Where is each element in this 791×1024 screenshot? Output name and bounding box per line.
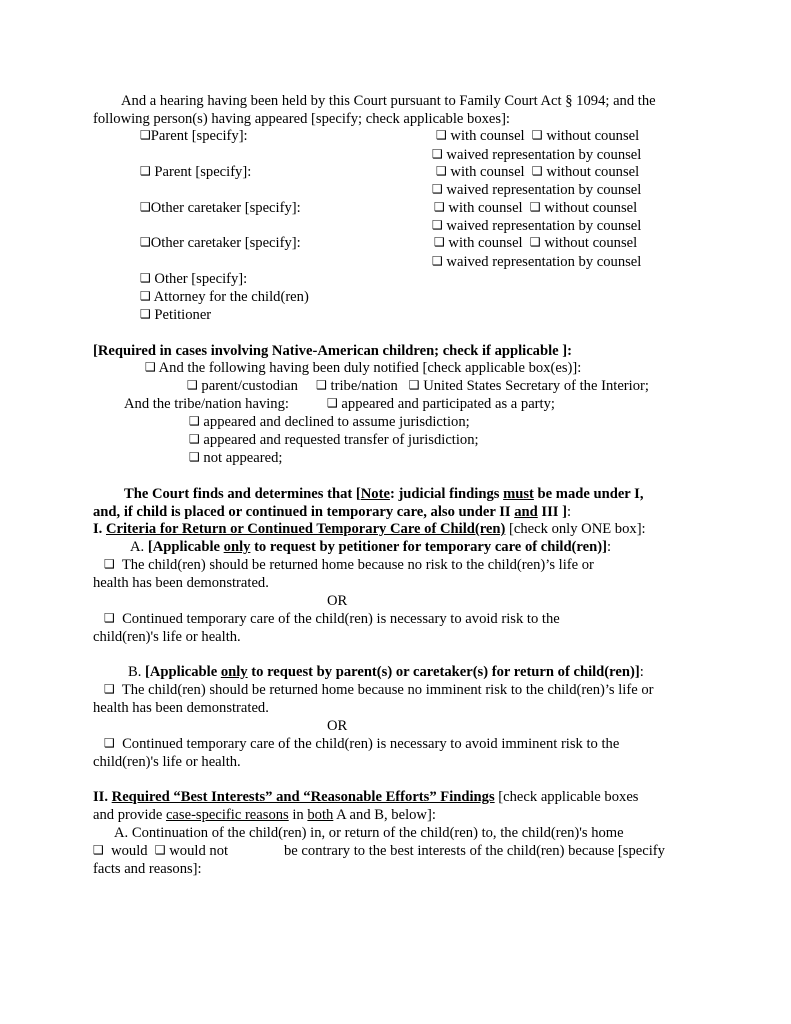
notified-parties-row [187, 377, 649, 395]
checkbox-icon[interactable]: ❑ [529, 200, 541, 214]
section-number: I. [93, 521, 106, 537]
appearance-caretaker-2 [140, 234, 301, 252]
part-a-return-option [104, 556, 594, 574]
findings-line-1 [124, 485, 644, 503]
counsel-options-1 [436, 127, 639, 145]
waived-label: waived representation by counsel [446, 218, 642, 234]
counsel-options-2 [436, 163, 639, 181]
part-a-continue-cont: child(ren)'s life or health. [93, 629, 241, 645]
checkbox-icon[interactable]: ❑ [432, 254, 443, 268]
checkbox-icon[interactable]: ❑ [154, 843, 166, 857]
checkbox-icon[interactable]: ❑ [104, 611, 115, 625]
appearance-label: Parent [specify]: [154, 164, 252, 180]
counsel-options-3 [434, 199, 637, 217]
findings-text: : judicial findings [389, 486, 504, 502]
part-a-continue-option [104, 610, 560, 628]
option-text: Continued temporary care of the child(ren) is necessary to avoid risk to the [122, 611, 560, 627]
both-label: both [307, 807, 334, 823]
section-number: II. [93, 789, 112, 805]
appearance-label: Other caretaker [specify]: [150, 200, 301, 216]
without-counsel-label: without counsel [546, 128, 640, 144]
with-counsel-label: with counsel [448, 200, 523, 216]
findings-text: be made under I, [533, 486, 644, 502]
checkbox-icon[interactable]: ❑ [434, 235, 445, 249]
part-b-return-option [104, 681, 654, 699]
checkbox-icon[interactable]: ❑ [104, 736, 115, 750]
checkbox-icon[interactable]: ❑ [189, 450, 200, 464]
part-text: [Applicable [147, 539, 224, 555]
facts-reasons-label: facts and reasons]: [93, 861, 202, 877]
waived-label: waived representation by counsel [446, 254, 642, 270]
appearance-caretaker-1 [140, 199, 301, 217]
best-interests-options [93, 842, 228, 860]
checkbox-icon[interactable]: ❑ [189, 432, 200, 446]
checkbox-icon[interactable]: ❑ [140, 289, 151, 303]
option-text: Continued temporary care of the child(ren) is necessary to avoid imminent risk to the [122, 736, 620, 752]
waived-option-4 [432, 253, 641, 271]
case-specific-label: case-specific reasons [165, 807, 289, 823]
with-counsel-label: with counsel [450, 128, 525, 144]
attorney-label: Attorney for the child(ren) [153, 289, 309, 305]
checkbox-icon[interactable]: ❑ [140, 307, 151, 321]
participated-label: appeared and participated as a party; [341, 396, 555, 412]
only-label: only [223, 539, 251, 555]
appearance-parent-2 [140, 163, 251, 181]
petitioner-label: Petitioner [154, 307, 212, 323]
would-label: would [111, 843, 148, 859]
checkbox-icon[interactable]: ❑ [140, 164, 151, 178]
appearance-label: Other caretaker [specify]: [150, 235, 301, 251]
part-b-continue-cont: child(ren)'s life or health. [93, 754, 241, 770]
tribe-having-label: And the tribe/nation having: [124, 396, 289, 412]
checkbox-icon[interactable]: ❑ [104, 557, 115, 571]
parent-custodian-label: parent/custodian [201, 378, 298, 394]
checkbox-icon[interactable]: ❑ [140, 235, 151, 249]
checkbox-icon[interactable]: ❑ [327, 396, 338, 410]
part-a-or: OR [327, 593, 348, 609]
checkbox-icon[interactable]: ❑ [189, 414, 200, 428]
tribe-nation-label: tribe/nation [330, 378, 398, 394]
findings-text: : [566, 504, 572, 520]
intro-line-2: following person(s) having appeared [specify; check applicable boxes]: [93, 111, 510, 127]
findings-text: The Court finds and determines that [ [124, 486, 361, 502]
option-text: The child(ren) should be returned home because no imminent risk to the child(ren)’s life or [121, 682, 654, 698]
instruction-text: and provide [93, 807, 166, 823]
other-label: Other [specify]: [154, 271, 248, 287]
part-b-continue-option [104, 735, 619, 753]
checkbox-icon[interactable]: ❑ [436, 128, 447, 142]
waived-option-2 [432, 181, 641, 199]
checkbox-icon[interactable]: ❑ [145, 360, 156, 374]
findings-line-2 [93, 503, 571, 521]
section-title: Required “Best Interests” and “Reasonable Efforts” Findings [111, 789, 495, 805]
duly-notified-label: And the following having been duly notified [check applicable box(es)]: [158, 360, 582, 376]
section-title: Criteria for Return or Continued Temporary Care of Child(ren) [105, 521, 506, 537]
only-label: only [220, 664, 248, 680]
petitioner-option [140, 306, 211, 324]
waived-option-3 [432, 217, 641, 235]
checkbox-icon[interactable]: ❑ [93, 843, 104, 857]
part-text: to request by parent(s) or caretaker(s) for return of child(ren)] [247, 664, 640, 680]
contrary-text: be contrary to the best interests of the child(ren) because [specify [284, 843, 665, 859]
checkbox-icon[interactable]: ❑ [436, 164, 447, 178]
instruction-text: A and B, below]: [333, 807, 436, 823]
checkbox-icon[interactable]: ❑ [140, 271, 151, 285]
waived-label: waived representation by counsel [446, 147, 642, 163]
checkbox-icon[interactable]: ❑ [432, 218, 443, 232]
section-instruction: [check applicable boxes [494, 789, 639, 805]
section-2-heading [93, 788, 638, 806]
checkbox-icon[interactable]: ❑ [140, 200, 151, 214]
checkbox-icon[interactable]: ❑ [531, 128, 543, 142]
without-counsel-label: without counsel [546, 164, 640, 180]
transfer-option [189, 431, 479, 449]
instruction-text: in [288, 807, 308, 823]
findings-text: and, if child is placed or continued in temporary care, also under II [93, 504, 515, 520]
section-2-instruction [93, 806, 436, 824]
checkbox-icon[interactable]: ❑ [531, 164, 543, 178]
checkbox-icon[interactable]: ❑ [432, 182, 443, 196]
checkbox-icon[interactable]: ❑ [187, 378, 198, 392]
native-heading: [Required in cases involving Native-American children; check if applicable ]: [93, 343, 572, 359]
note-label: Note [360, 486, 390, 502]
part-text: : [639, 664, 644, 680]
option-text: The child(ren) should be returned home because no risk to the child(ren)’s life or [121, 557, 594, 573]
must-label: must [503, 486, 534, 502]
checkbox-icon[interactable]: ❑ [408, 378, 420, 392]
checkbox-icon[interactable]: ❑ [104, 682, 115, 696]
duly-notified-option [145, 359, 581, 377]
checkbox-icon[interactable]: ❑ [529, 235, 541, 249]
counsel-options-4 [434, 234, 637, 252]
not-appeared-option [189, 449, 282, 467]
attorney-child-option [140, 288, 309, 306]
not-appeared-label: not appeared; [203, 450, 283, 466]
without-counsel-label: without counsel [544, 235, 638, 251]
declined-label: appeared and declined to assume jurisdiction; [203, 414, 470, 430]
participated-option [327, 395, 555, 413]
transfer-label: appeared and requested transfer of jurisdiction; [203, 432, 479, 448]
checkbox-icon[interactable]: ❑ [140, 128, 151, 142]
checkbox-icon[interactable]: ❑ [432, 147, 443, 161]
declined-option [189, 413, 470, 431]
intro-line-1: And a hearing having been held by this Court pursuant to Family Court Act § 1094; and the [121, 93, 656, 109]
part-b-heading [128, 663, 644, 681]
part-b-return-cont: health has been demonstrated. [93, 700, 269, 716]
findings-text: III ] [537, 504, 567, 520]
part-a-heading [130, 538, 611, 556]
other-party-option [140, 270, 247, 288]
waived-option-1 [432, 146, 641, 164]
part-text: : [606, 539, 612, 555]
with-counsel-label: with counsel [448, 235, 523, 251]
would-not-label: would not [169, 843, 229, 859]
checkbox-icon[interactable]: ❑ [316, 378, 327, 392]
section-2-a-line: A. Continuation of the child(ren) in, or return of the child(ren) to, the child(ren)'s home [114, 825, 624, 841]
with-counsel-label: with counsel [450, 164, 525, 180]
waived-label: waived representation by counsel [446, 182, 642, 198]
part-text: [Applicable [145, 664, 221, 680]
part-letter: B. [128, 664, 146, 680]
part-b-or: OR [327, 718, 348, 734]
part-a-return-cont: health has been demonstrated. [93, 575, 269, 591]
section-1-heading [93, 520, 646, 538]
appearance-parent-1 [140, 127, 248, 145]
section-instruction: [check only ONE box]: [505, 521, 646, 537]
without-counsel-label: without counsel [544, 200, 638, 216]
appearance-label: Parent [specify]: [150, 128, 248, 144]
checkbox-icon[interactable]: ❑ [434, 200, 445, 214]
secretary-interior-label: United States Secretary of the Interior; [423, 378, 649, 394]
part-letter: A. [130, 539, 148, 555]
part-text: to request by petitioner for temporary care of child(ren)] [250, 539, 607, 555]
and-label: and [514, 504, 538, 520]
